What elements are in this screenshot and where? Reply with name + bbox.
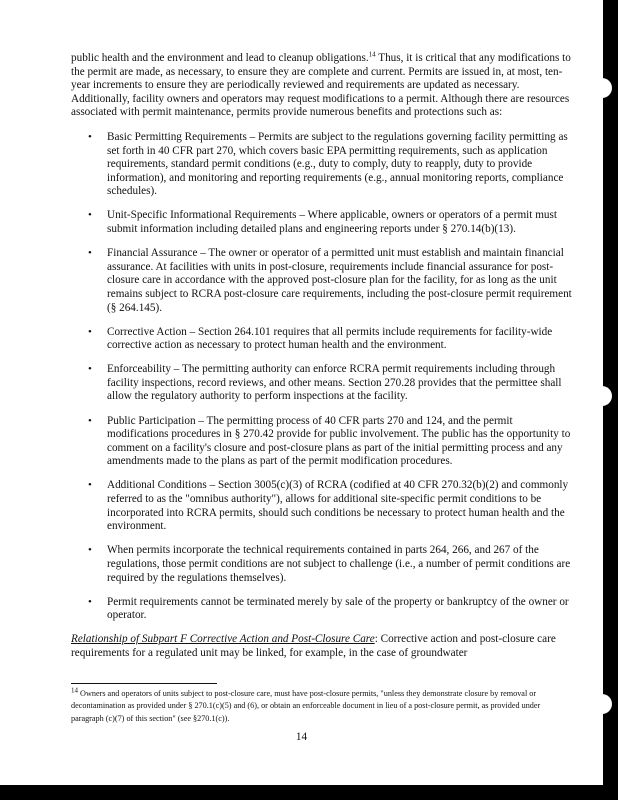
list-item: • Corrective Action – Section 264.101 requires that all permits include requirements for facility-wide corrective action as necessary to protect human health and the environment. — [71, 326, 573, 353]
punch-hole — [592, 694, 612, 714]
scan-border-bottom — [0, 785, 618, 800]
list-item: • Public Participation – The permitting process of 40 CFR parts 270 and 124, and the permit modifications procedures in § 270.42 provide for public involvement. The public has the opportunity to comment on a facility's closure and post-closure plans as part of the initial permitting process and any amendments made to the plans as part of the permit modification procedures. — [71, 415, 573, 469]
list-item: • Basic Permitting Requirements – Permits are subject to the regulations governing facility permitting as set forth in 40 CFR part 270, which covers basic EPA permitting requirements, such as application requirements, standard permit conditions (e.g., duty to comply, duty to reapply, duty to provide information), and monitoring and reporting requirements (e.g., annual monitoring reports, compliance schedules). — [71, 131, 573, 199]
footnote-reference: 14 — [368, 50, 376, 59]
relationship-heading: Relationship of Subpart F Corrective Action and Post-Closure Care — [71, 633, 375, 646]
page-number: 14 — [295, 731, 308, 743]
body-text — [71, 52, 573, 660]
list-item: • Financial Assurance – The owner or operator of a permitted unit must establish and maintain financial assurance. At facilities with units in post-closure, requirements include financial assurance for post-closure care in accordance with the approved post-closure plan for the facility, for as long as the unit remains subject to RCRA post-closure care requirements, including the post-closure permit requirement (§ 264.145). — [71, 247, 573, 315]
list-item: • When permits incorporate the technical requirements contained in parts 264, 266, and 267 of the regulations, those permit conditions are not subject to challenge (i.e., a number of permit conditions are required by the regulations themselves). — [71, 544, 573, 585]
list-item: • Additional Conditions – Section 3005(c)(3) of RCRA (codified at 40 CFR 270.32(b)(2) and commonly referred to as the "omnibus authority"), allows for additional site-specific permit conditions to be incorporated into RCRA permits, should such conditions be necessary to protect human health and the environment. — [71, 479, 573, 533]
punch-hole — [592, 386, 612, 406]
punch-hole — [592, 78, 612, 98]
benefits-list — [71, 131, 573, 623]
relationship-paragraph: Relationship of Subpart F Corrective Action and Post-Closure Care: Corrective action and post-closure care requirements for a regulated unit may be linked, for example, in the case of groundwater — [71, 633, 556, 659]
list-item: • Enforceability – The permitting authority can enforce RCRA permit requirements including through facility inspections, record reviews, and other means. Section 270.28 provides that the permittee shall allow the regulatory authority to perform inspections at the facility. — [71, 363, 573, 404]
footnote-number: 14 — [71, 686, 78, 695]
intro-paragraph: public health and the environment and lead to cleanup obligations.$^{14}$ Thus, it is critical that any modifications to the permit are made, as necessary, to ensure they are complete and current. Permits are issued in, at most, ten-year increments to ensure they are periodically reviewed and requirements are updated as necessary. Additionally, facility owners and operators may request modifications to a permit. Although there are resources associated with permit maintenance, permits provide numerous benefits and protections such as: — [71, 50, 571, 119]
footnote-divider — [71, 683, 217, 684]
list-item: • Permit requirements cannot be terminated merely by sale of the property or bankruptcy of the owner or operator. — [71, 596, 573, 623]
footnote: $^{14}$ Owners and operators of units subject to post-closure care, must have post-closure permits, "unless they demonstrate closure by removal or decontamination as provided under § 270.1(c)(5) and (6), or obtain an enforceable document in lieu of a post-closure permit, as provided under paragraph (c)(7) of this section" (see §270.1(c)). — [71, 686, 541, 723]
list-item: • Unit-Specific Informational Requirements – Where applicable, owners or operators of a permit must submit information including detailed plans and engineering reports under § 270.14(b)(13). — [71, 209, 573, 236]
